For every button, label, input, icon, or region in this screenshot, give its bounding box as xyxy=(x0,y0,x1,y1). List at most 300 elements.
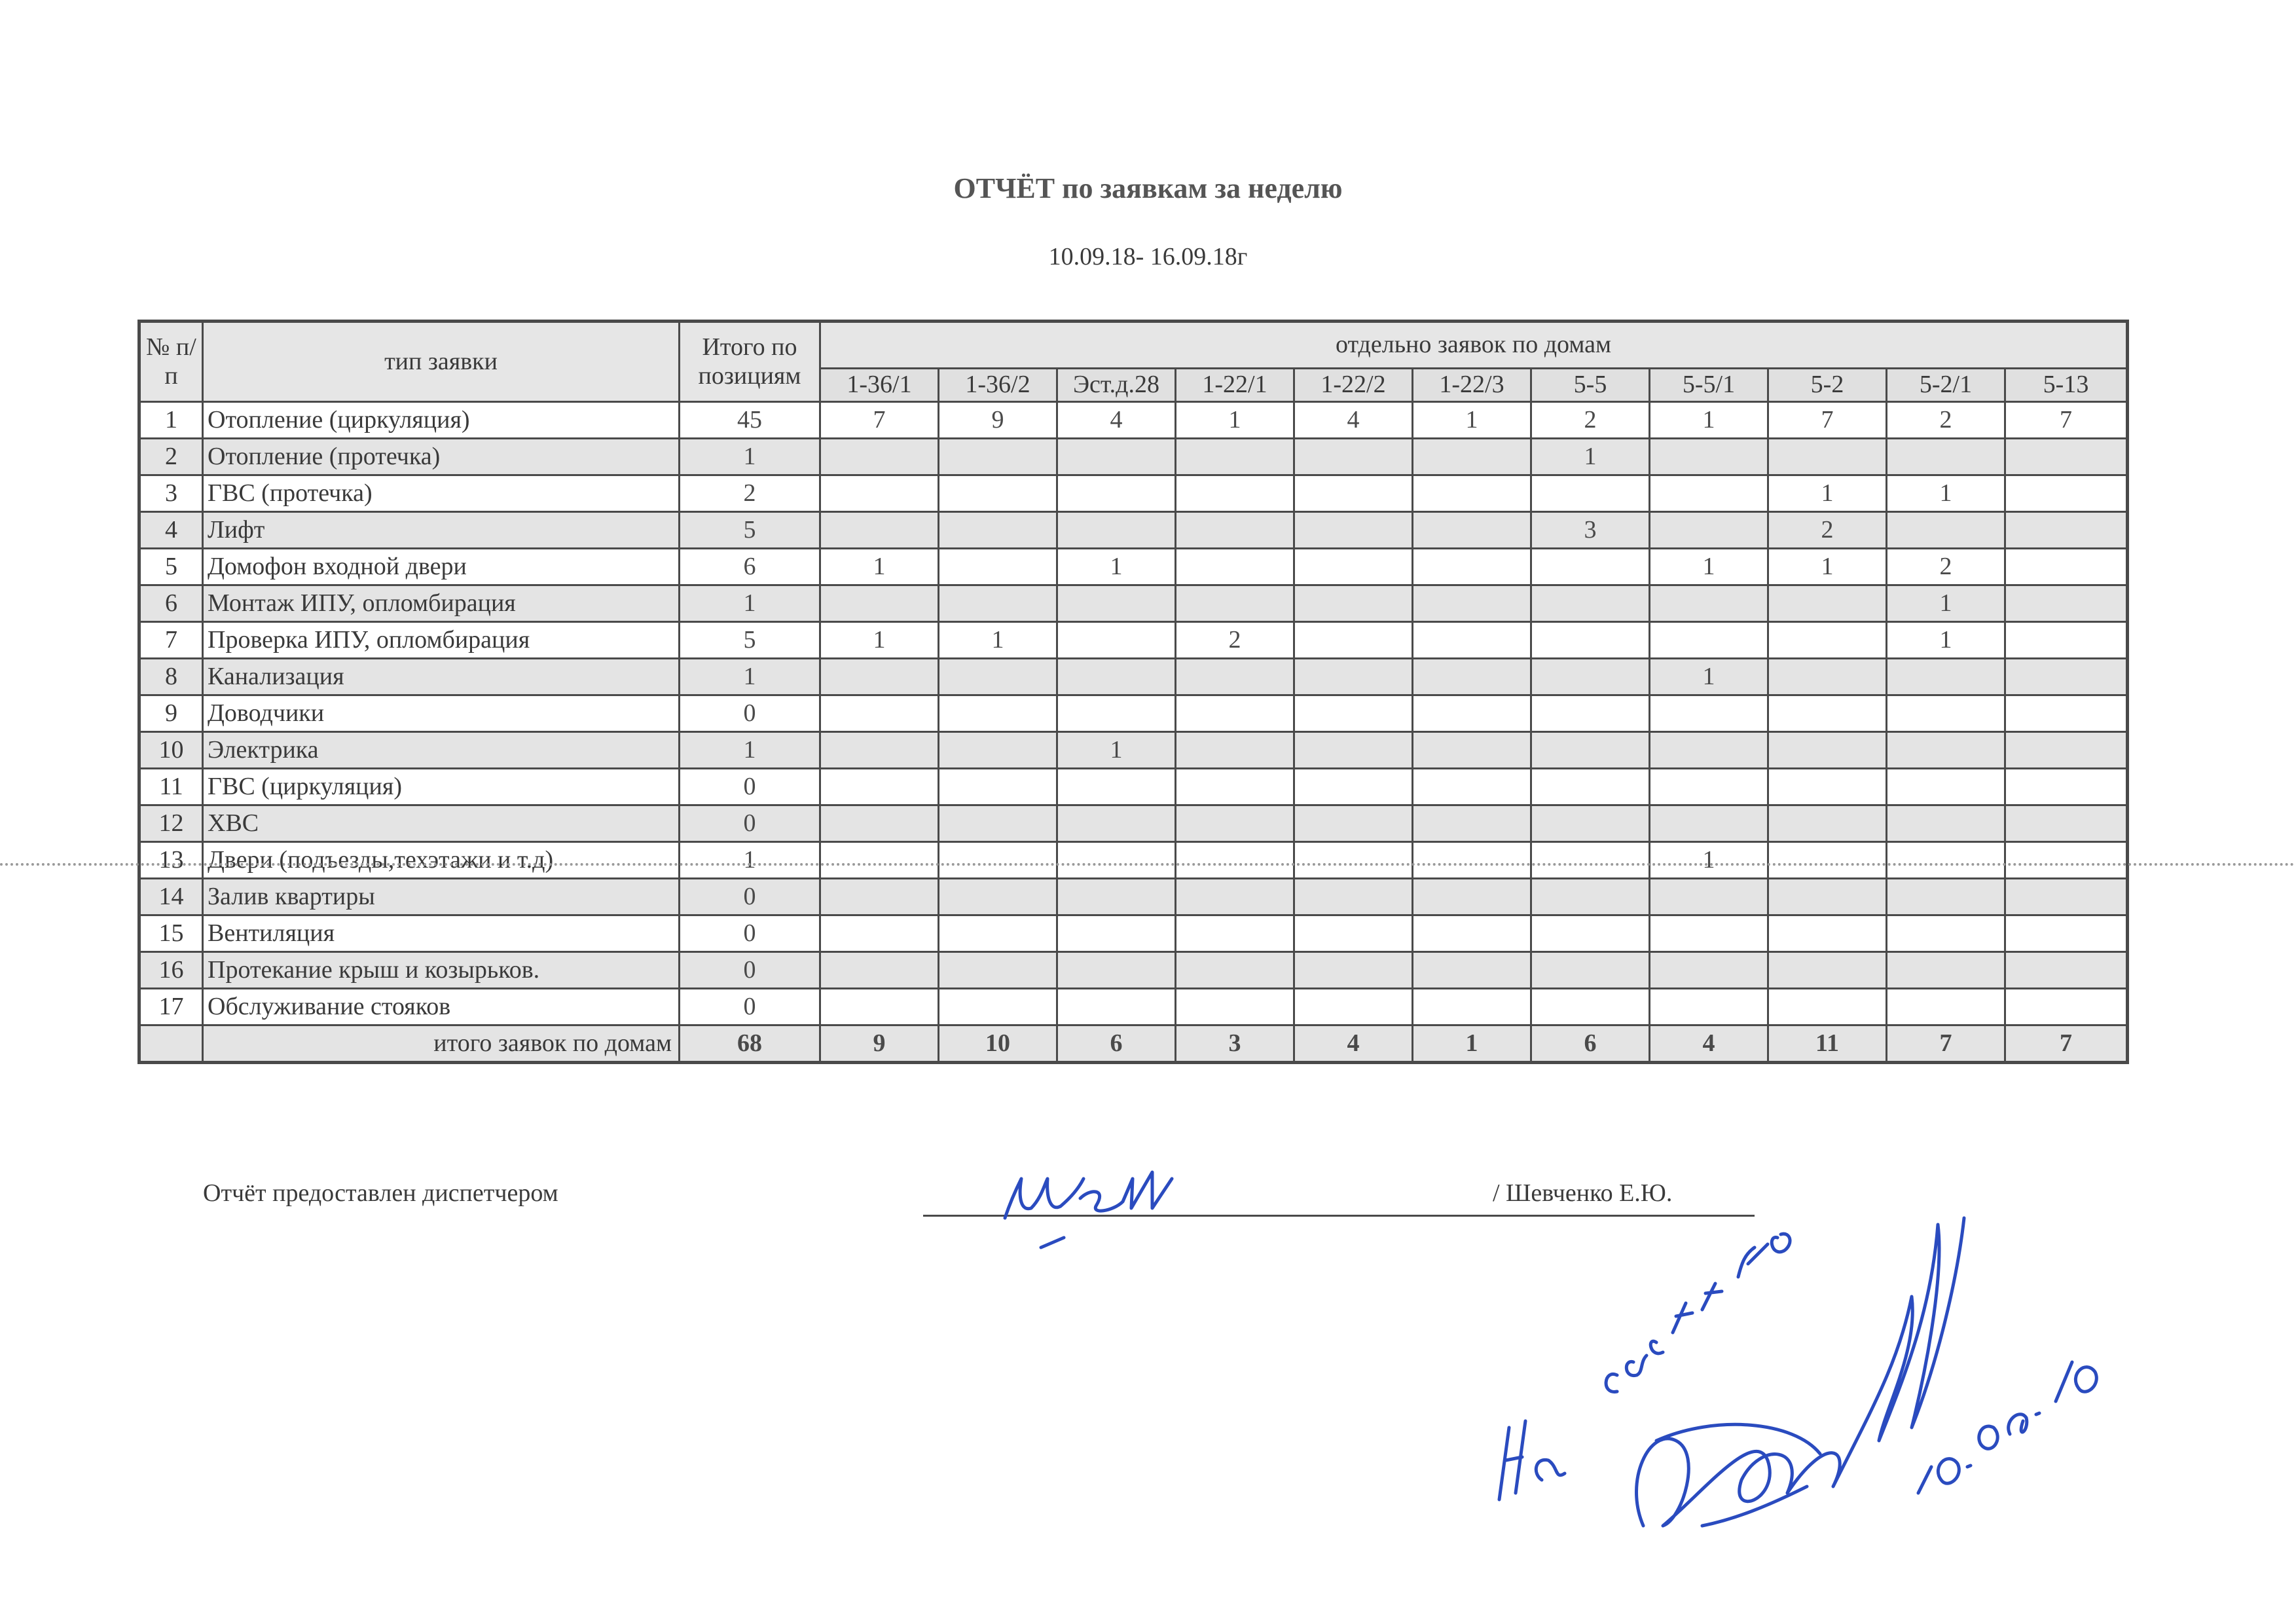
row-house-value xyxy=(1650,622,1768,659)
row-house-value xyxy=(1176,732,1294,769)
row-house-value xyxy=(939,879,1057,915)
row-house-value xyxy=(1057,769,1176,805)
row-house-value xyxy=(1413,439,1531,475)
row-house-value xyxy=(1531,842,1650,879)
row-house-value xyxy=(939,915,1057,952)
row-house-value xyxy=(939,512,1057,549)
row-house-value xyxy=(939,695,1057,732)
house-total: 6 xyxy=(1531,1025,1650,1063)
row-house-value: 2 xyxy=(1768,512,1887,549)
signer-name: / Шевченко Е.Ю. xyxy=(1493,1179,1673,1207)
row-house-value xyxy=(1294,769,1413,805)
row-house-value xyxy=(2005,475,2128,512)
row-house-value xyxy=(1768,585,1887,622)
row-number: 16 xyxy=(139,952,203,989)
row-house-value xyxy=(1294,989,1413,1025)
row-house-value xyxy=(1768,659,1887,695)
row-house-value xyxy=(1650,879,1768,915)
header-house: 1-22/3 xyxy=(1413,369,1531,402)
row-house-value xyxy=(1887,439,2005,475)
row-number: 6 xyxy=(139,585,203,622)
row-house-value xyxy=(1768,952,1887,989)
header-house: 5-2 xyxy=(1768,369,1887,402)
row-house-value xyxy=(1413,695,1531,732)
house-total: 4 xyxy=(1294,1025,1413,1063)
row-house-value xyxy=(1650,695,1768,732)
row-house-value xyxy=(820,732,939,769)
row-house-value xyxy=(1176,439,1294,475)
row-house-value: 2 xyxy=(1176,622,1294,659)
chief-signature-loop xyxy=(1656,1424,1820,1526)
row-house-value xyxy=(1057,475,1176,512)
row-house-value: 7 xyxy=(2005,402,2128,439)
row-type: Вентиляция xyxy=(203,915,680,952)
row-house-value xyxy=(1768,805,1887,842)
row-house-value xyxy=(1887,915,2005,952)
row-total: 1 xyxy=(680,732,820,769)
row-house-value xyxy=(1294,732,1413,769)
row-house-value xyxy=(1176,879,1294,915)
row-house-value: 3 xyxy=(1531,512,1650,549)
row-house-value xyxy=(820,879,939,915)
house-total: 3 xyxy=(1176,1025,1294,1063)
row-type: Канализация xyxy=(203,659,680,695)
row-house-value: 1 xyxy=(1768,549,1887,585)
row-house-value: 1 xyxy=(1650,549,1768,585)
row-house-value xyxy=(1768,915,1887,952)
table-row xyxy=(139,622,2128,659)
row-house-value xyxy=(1057,879,1176,915)
row-house-value: 1 xyxy=(1650,659,1768,695)
row-number: 8 xyxy=(139,659,203,695)
row-house-value xyxy=(1887,695,2005,732)
row-house-value xyxy=(1413,585,1531,622)
row-house-value xyxy=(1176,842,1294,879)
row-house-value: 1 xyxy=(1057,549,1176,585)
row-house-value xyxy=(1294,695,1413,732)
row-house-value: 2 xyxy=(1887,549,2005,585)
row-number: 11 xyxy=(139,769,203,805)
row-house-value xyxy=(2005,842,2128,879)
row-house-value xyxy=(1650,769,1768,805)
row-number: 4 xyxy=(139,512,203,549)
row-number: 13 xyxy=(139,842,203,879)
row-house-value xyxy=(939,952,1057,989)
table-row xyxy=(139,952,2128,989)
header-num: № п/п xyxy=(139,322,203,402)
row-house-value xyxy=(1650,915,1768,952)
row-house-value xyxy=(2005,549,2128,585)
table-row xyxy=(139,915,2128,952)
scan-fold-line xyxy=(0,863,2296,866)
row-house-value xyxy=(1413,512,1531,549)
row-house-value xyxy=(939,842,1057,879)
row-house-value xyxy=(1413,989,1531,1025)
row-house-value: 7 xyxy=(820,402,939,439)
row-house-value xyxy=(2005,952,2128,989)
table-row xyxy=(139,659,2128,695)
header-houses-group: отдельно заявок по домам xyxy=(820,322,2128,369)
row-house-value: 1 xyxy=(1531,439,1650,475)
row-house-value xyxy=(1294,475,1413,512)
row-house-value xyxy=(1413,732,1531,769)
row-house-value xyxy=(1176,952,1294,989)
row-house-value xyxy=(1176,659,1294,695)
row-house-value xyxy=(1650,475,1768,512)
report-period: 10.09.18- 16.09.18г xyxy=(1048,243,1248,270)
row-house-value xyxy=(2005,915,2128,952)
header-house: 1-36/1 xyxy=(820,369,939,402)
table-row xyxy=(139,879,2128,915)
row-house-value xyxy=(1413,659,1531,695)
row-house-value xyxy=(820,842,939,879)
row-house-value xyxy=(1057,512,1176,549)
totals-label: итого заявок по домам xyxy=(203,1025,680,1063)
house-total: 9 xyxy=(820,1025,939,1063)
row-house-value: 1 xyxy=(1057,732,1176,769)
row-house-value: 1 xyxy=(820,622,939,659)
row-number: 14 xyxy=(139,879,203,915)
row-house-value xyxy=(820,659,939,695)
row-house-value xyxy=(1413,549,1531,585)
row-house-value xyxy=(1531,989,1650,1025)
row-total: 45 xyxy=(680,402,820,439)
note-sait xyxy=(1606,1283,1722,1392)
row-number: 2 xyxy=(139,439,203,475)
row-house-value xyxy=(1887,842,2005,879)
row-house-value xyxy=(2005,659,2128,695)
row-type: Залив квартиры xyxy=(203,879,680,915)
row-house-value xyxy=(820,989,939,1025)
row-house-value xyxy=(1057,622,1176,659)
row-house-value xyxy=(1294,512,1413,549)
row-house-value xyxy=(1531,805,1650,842)
row-number: 17 xyxy=(139,989,203,1025)
row-house-value: 1 xyxy=(939,622,1057,659)
row-house-value xyxy=(1887,805,2005,842)
row-type: Протекание крыш и козырьков. xyxy=(203,952,680,989)
totals-empty-cell xyxy=(139,1025,203,1063)
row-total: 5 xyxy=(680,622,820,659)
row-house-value xyxy=(1531,549,1650,585)
header-house: 1-22/2 xyxy=(1294,369,1413,402)
row-house-value xyxy=(2005,622,2128,659)
row-house-value xyxy=(1887,769,2005,805)
row-number: 3 xyxy=(139,475,203,512)
table-row xyxy=(139,549,2128,585)
row-type: Лифт xyxy=(203,512,680,549)
row-type: Отопление (протечка) xyxy=(203,439,680,475)
row-house-value xyxy=(1294,549,1413,585)
row-house-value xyxy=(1531,769,1650,805)
header-house: 5-2/1 xyxy=(1887,369,2005,402)
row-house-value xyxy=(1768,879,1887,915)
row-house-value xyxy=(1057,585,1176,622)
row-house-value xyxy=(2005,805,2128,842)
row-house-value xyxy=(2005,769,2128,805)
row-house-value xyxy=(1650,989,1768,1025)
table-row xyxy=(139,475,2128,512)
table-row xyxy=(139,805,2128,842)
row-house-value xyxy=(1294,879,1413,915)
row-house-value: 1 xyxy=(1650,842,1768,879)
row-total: 0 xyxy=(680,805,820,842)
row-type: Электрика xyxy=(203,732,680,769)
row-house-value: 1 xyxy=(1768,475,1887,512)
row-type: Проверка ИПУ, опломбирация xyxy=(203,622,680,659)
row-house-value xyxy=(1176,475,1294,512)
row-house-value xyxy=(2005,989,2128,1025)
row-house-value xyxy=(1176,915,1294,952)
table-row xyxy=(139,732,2128,769)
row-house-value xyxy=(1887,952,2005,989)
row-house-value xyxy=(820,439,939,475)
row-house-value xyxy=(1887,512,2005,549)
row-house-value: 1 xyxy=(1887,585,2005,622)
row-house-value: 1 xyxy=(1176,402,1294,439)
row-type: ГВС (циркуляция) xyxy=(203,769,680,805)
row-house-value xyxy=(1768,989,1887,1025)
row-house-value xyxy=(1057,695,1176,732)
row-house-value xyxy=(1650,732,1768,769)
row-house-value xyxy=(1413,952,1531,989)
house-total: 7 xyxy=(2005,1025,2128,1063)
row-house-value xyxy=(1531,732,1650,769)
row-house-value xyxy=(1531,475,1650,512)
row-number: 15 xyxy=(139,915,203,952)
header-total: Итого по позициям xyxy=(680,322,820,402)
row-house-value xyxy=(1413,805,1531,842)
row-house-value: 1 xyxy=(1887,475,2005,512)
row-number: 9 xyxy=(139,695,203,732)
row-house-value xyxy=(939,989,1057,1025)
row-house-value xyxy=(1294,622,1413,659)
row-type: Домофон входной двери xyxy=(203,549,680,585)
row-number: 1 xyxy=(139,402,203,439)
row-house-value xyxy=(1650,805,1768,842)
table-row xyxy=(139,989,2128,1025)
row-house-value xyxy=(939,549,1057,585)
row-house-value xyxy=(1294,805,1413,842)
row-house-value xyxy=(1650,952,1768,989)
signature-tick xyxy=(1041,1238,1064,1247)
row-house-value: 2 xyxy=(1531,402,1650,439)
row-type: Монтаж ИПУ, опломбирация xyxy=(203,585,680,622)
row-house-value: 9 xyxy=(939,402,1057,439)
row-total: 5 xyxy=(680,512,820,549)
row-house-value xyxy=(1057,439,1176,475)
row-house-value xyxy=(2005,585,2128,622)
row-type: ГВС (протечка) xyxy=(203,475,680,512)
row-number: 10 xyxy=(139,732,203,769)
table-row xyxy=(139,585,2128,622)
row-house-value xyxy=(1887,989,2005,1025)
house-total: 6 xyxy=(1057,1025,1176,1063)
row-house-value xyxy=(1057,805,1176,842)
row-house-value xyxy=(1176,769,1294,805)
table-row xyxy=(139,769,2128,805)
row-total: 1 xyxy=(680,439,820,475)
header-house: 1-22/1 xyxy=(1176,369,1294,402)
row-house-value: 2 xyxy=(1887,402,2005,439)
row-house-value xyxy=(1057,659,1176,695)
note-uo xyxy=(1738,1234,1790,1277)
row-house-value xyxy=(1294,659,1413,695)
row-house-value xyxy=(1768,842,1887,879)
dispatcher-signature xyxy=(1005,1172,1172,1218)
row-house-value xyxy=(939,732,1057,769)
row-total: 1 xyxy=(680,585,820,622)
row-total: 0 xyxy=(680,879,820,915)
row-type: Доводчики xyxy=(203,695,680,732)
row-house-value xyxy=(1176,512,1294,549)
row-house-value xyxy=(1650,439,1768,475)
row-house-value xyxy=(1413,879,1531,915)
row-house-value xyxy=(1176,805,1294,842)
table-row xyxy=(139,439,2128,475)
row-total: 0 xyxy=(680,915,820,952)
row-house-value xyxy=(1057,989,1176,1025)
row-house-value xyxy=(820,512,939,549)
row-house-value: 4 xyxy=(1294,402,1413,439)
header-type: тип заявки xyxy=(203,322,680,402)
provided-by-label: Отчёт предоставлен диспетчером xyxy=(203,1179,558,1207)
row-house-value xyxy=(1531,585,1650,622)
row-house-value xyxy=(1294,915,1413,952)
house-total: 7 xyxy=(1887,1025,2005,1063)
row-house-value xyxy=(820,952,939,989)
row-total: 0 xyxy=(680,695,820,732)
signature-line xyxy=(923,1215,1755,1217)
row-house-value xyxy=(1768,769,1887,805)
row-house-value xyxy=(820,769,939,805)
row-house-value xyxy=(1531,952,1650,989)
table-row xyxy=(139,842,2128,879)
row-house-value xyxy=(1294,842,1413,879)
header-house: 1-36/2 xyxy=(939,369,1057,402)
row-house-value xyxy=(1531,879,1650,915)
requests-table xyxy=(137,320,2129,1064)
row-house-value xyxy=(1887,659,2005,695)
row-house-value xyxy=(820,805,939,842)
row-house-value xyxy=(1531,915,1650,952)
row-house-value: 1 xyxy=(1413,402,1531,439)
row-house-value xyxy=(2005,732,2128,769)
row-house-value xyxy=(2005,879,2128,915)
row-house-value xyxy=(820,915,939,952)
row-house-value xyxy=(939,659,1057,695)
row-house-value xyxy=(1887,732,2005,769)
row-house-value xyxy=(820,475,939,512)
row-number: 7 xyxy=(139,622,203,659)
row-total: 2 xyxy=(680,475,820,512)
row-house-value xyxy=(939,805,1057,842)
row-total: 0 xyxy=(680,952,820,989)
chief-signature xyxy=(1637,1218,1964,1526)
row-house-value xyxy=(939,769,1057,805)
row-house-value xyxy=(939,439,1057,475)
row-house-value xyxy=(1413,915,1531,952)
row-house-value xyxy=(1176,549,1294,585)
row-house-value xyxy=(1294,585,1413,622)
table-row xyxy=(139,402,2128,439)
row-house-value xyxy=(1176,695,1294,732)
row-house-value xyxy=(1057,842,1176,879)
row-house-value xyxy=(939,585,1057,622)
row-house-value xyxy=(820,585,939,622)
row-house-value xyxy=(2005,695,2128,732)
row-type: Двери (подъезды,техэтажи и т.д) xyxy=(203,842,680,879)
row-type: ХВС xyxy=(203,805,680,842)
house-total: 11 xyxy=(1768,1025,1887,1063)
row-house-value: 7 xyxy=(1768,402,1887,439)
row-house-value xyxy=(939,475,1057,512)
header-house: 5-5 xyxy=(1531,369,1650,402)
row-total: 1 xyxy=(680,659,820,695)
row-house-value xyxy=(1768,622,1887,659)
row-total: 1 xyxy=(680,842,820,879)
table-row xyxy=(139,512,2128,549)
row-house-value xyxy=(1176,585,1294,622)
row-house-value xyxy=(1294,952,1413,989)
note-na xyxy=(1499,1421,1565,1500)
row-type: Отопление (циркуляция) xyxy=(203,402,680,439)
row-house-value: 4 xyxy=(1057,402,1176,439)
row-total: 6 xyxy=(680,549,820,585)
row-total: 0 xyxy=(680,769,820,805)
row-type: Обслуживание стояков xyxy=(203,989,680,1025)
report-title: ОТЧЁТ по заявкам за неделю xyxy=(953,172,1343,204)
row-house-value xyxy=(1413,769,1531,805)
house-total: 10 xyxy=(939,1025,1057,1063)
header-house: 5-13 xyxy=(2005,369,2128,402)
row-house-value xyxy=(1057,915,1176,952)
house-total: 1 xyxy=(1413,1025,1531,1063)
row-house-value: 1 xyxy=(820,549,939,585)
row-house-value xyxy=(1413,475,1531,512)
row-house-value xyxy=(1176,989,1294,1025)
row-house-value: 1 xyxy=(1887,622,2005,659)
row-house-value xyxy=(1768,732,1887,769)
row-number: 5 xyxy=(139,549,203,585)
row-house-value xyxy=(1531,659,1650,695)
row-house-value xyxy=(1650,585,1768,622)
row-house-value xyxy=(1768,695,1887,732)
row-house-value xyxy=(1413,842,1531,879)
row-house-value xyxy=(1531,695,1650,732)
grand-total: 68 xyxy=(680,1025,820,1063)
row-house-value: 1 xyxy=(1650,402,1768,439)
row-house-value xyxy=(820,695,939,732)
row-house-value xyxy=(1768,439,1887,475)
date-handwritten xyxy=(1918,1362,2096,1493)
row-house-value xyxy=(2005,512,2128,549)
row-house-value xyxy=(1887,879,2005,915)
house-total: 4 xyxy=(1650,1025,1768,1063)
row-house-value xyxy=(1531,622,1650,659)
totals-row xyxy=(139,1025,2128,1063)
row-number: 12 xyxy=(139,805,203,842)
row-house-value xyxy=(1294,439,1413,475)
header-house: Эст.д.28 xyxy=(1057,369,1176,402)
table-row xyxy=(139,695,2128,732)
row-house-value xyxy=(1413,622,1531,659)
header-house: 5-5/1 xyxy=(1650,369,1768,402)
row-house-value xyxy=(1057,952,1176,989)
row-total: 0 xyxy=(680,989,820,1025)
row-house-value xyxy=(1650,512,1768,549)
row-house-value xyxy=(2005,439,2128,475)
